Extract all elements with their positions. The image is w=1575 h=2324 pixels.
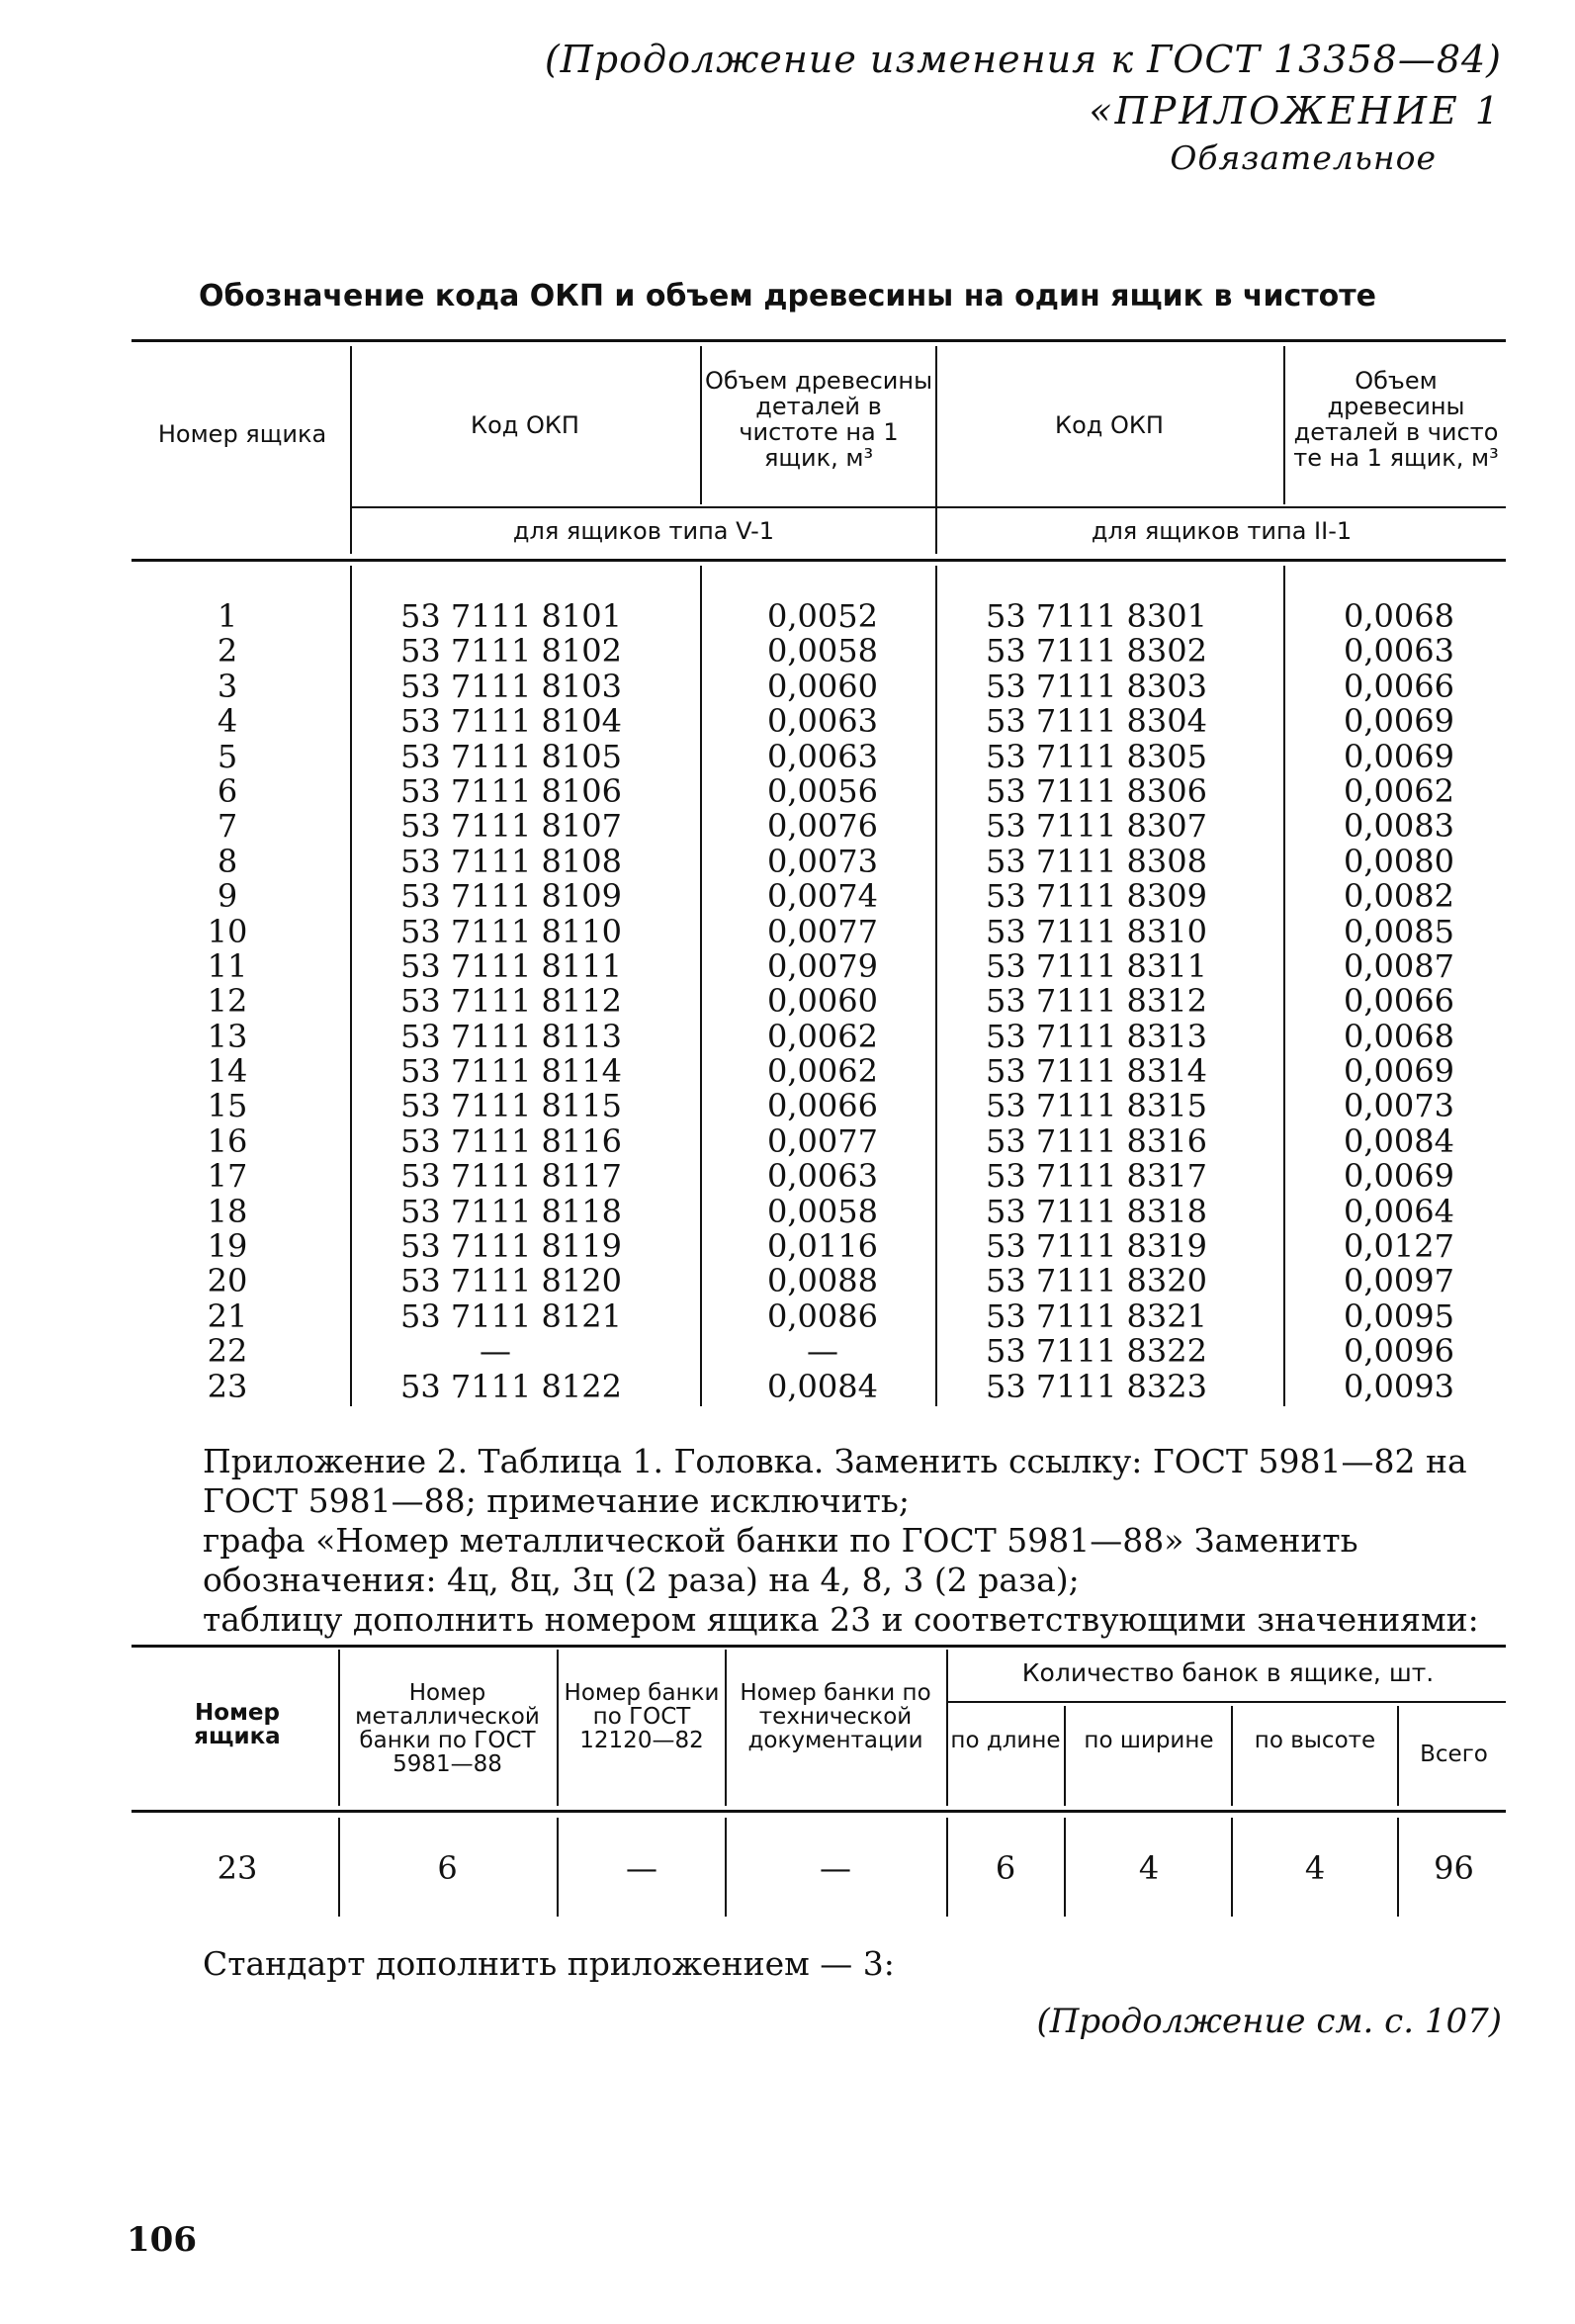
table-cell: 0,0086 (767, 1296, 878, 1335)
table-cell: 0,0095 (1344, 1296, 1454, 1335)
t2-header-can-tech: Номер банки по технической документации (740, 1680, 931, 1753)
t2-value-by-width: 4 (1138, 1849, 1160, 1887)
table-cell: 0,0096 (1344, 1332, 1454, 1371)
table-cell: 9 (217, 877, 238, 916)
table-cell: 0,0087 (1344, 946, 1454, 985)
table-cell: 53 7111 8101 (400, 597, 622, 635)
table-cell: 0,0069 (1344, 702, 1454, 741)
column-box-numbers (148, 599, 306, 1404)
table-cell: 20 (207, 1262, 248, 1300)
header-group-v1: для ящиков типа V-1 (512, 517, 775, 545)
table2-vrule (1231, 1818, 1233, 1917)
table-cell: 53 7111 8102 (400, 632, 622, 670)
table-cell: 53 7111 8302 (986, 632, 1207, 670)
table-cell: 53 7111 8312 (986, 982, 1207, 1021)
table-cell: 53 7111 8117 (400, 1157, 622, 1196)
table-cell: — (807, 1332, 838, 1371)
table-cell: 0,0082 (1344, 877, 1454, 916)
table-cell: 53 7111 8113 (400, 1017, 622, 1055)
table1-vrule (700, 566, 702, 1406)
table-cell: 53 7111 8317 (986, 1157, 1207, 1196)
table-cell: 0,0079 (767, 946, 878, 985)
table-cell: 0,0097 (1344, 1262, 1454, 1300)
table1-vrule (700, 346, 702, 504)
table-cell: 6 (217, 771, 238, 810)
table2-vrule (1397, 1706, 1399, 1806)
t2-header-box-number: Номер ящика (194, 1700, 281, 1749)
t2-header-metal-can: Номер металлической банки по ГОСТ 5981—88 (355, 1680, 540, 1777)
table-cell: 53 7111 8303 (986, 667, 1207, 705)
table2-vrule (338, 1650, 340, 1806)
t2-value-by-length: 6 (995, 1849, 1016, 1887)
table-cell: 53 7111 8304 (986, 702, 1207, 741)
table-cell: 0,0088 (767, 1262, 878, 1300)
table-cell: 0,0066 (1344, 982, 1454, 1021)
table-cell: 7 (217, 807, 238, 846)
table2-vrule (338, 1818, 340, 1917)
table-cell: 5 (217, 737, 238, 775)
table-cell: 0,0069 (1344, 1052, 1454, 1091)
table-cell: 16 (207, 1121, 248, 1160)
table1-vrule (1283, 566, 1285, 1406)
t2-value-can-tech: — (820, 1849, 851, 1887)
table-cell: 53 7111 8104 (400, 702, 622, 741)
table-cell: 53 7111 8112 (400, 982, 622, 1021)
supplement-note: Стандарт дополнить приложением — 3: (203, 1944, 895, 1983)
header-volume-v1: Объем древесины деталей в чистоте на 1 ящик, м³ (704, 367, 933, 472)
continuation-note: (Продолжение изменения к ГОСТ 13358—84) (544, 38, 1502, 81)
table-cell: 0,0068 (1344, 1017, 1454, 1055)
table-cell: 53 7111 8107 (400, 807, 622, 846)
table1-top-rule (131, 339, 1506, 342)
table-cell: 0,0080 (1344, 842, 1454, 880)
t2-header-quantity: Количество банок в ящике, шт. (1021, 1658, 1435, 1687)
table-cell: 8 (217, 842, 238, 880)
table-cell: 13 (207, 1017, 248, 1055)
table2-group-rule (947, 1701, 1506, 1703)
appendix-status: Обязательное (1170, 138, 1437, 177)
paragraph-add-row: таблицу дополнить номером ящика 23 и соответствующими значениями: (203, 1600, 1479, 1639)
table-cell: 10 (207, 912, 248, 950)
page-number: 106 (127, 2220, 197, 2260)
table-cell: 0,0062 (767, 1052, 878, 1091)
table2-header-rule (131, 1810, 1506, 1813)
table-cell: 2 (217, 632, 238, 670)
table-cell: 53 7111 8323 (986, 1367, 1207, 1405)
table1-vrule (935, 566, 937, 1406)
table-cell: 0,0073 (1344, 1087, 1454, 1125)
table-cell: 53 7111 8314 (986, 1052, 1207, 1091)
table1-title: Обозначение кода ОКП и объем древесины на один ящик в чистоте (198, 279, 1377, 313)
header-box-number: Номер ящика (157, 420, 327, 448)
table-cell: 14 (207, 1052, 248, 1091)
table-cell: 53 7111 8310 (986, 912, 1207, 950)
header-group-ii1: для ящиков типа II-1 (1091, 517, 1353, 545)
table-cell: 0,0064 (1344, 1192, 1454, 1230)
table-cell: 0,0073 (767, 842, 878, 880)
table-cell: 53 7111 8110 (400, 912, 622, 950)
table-cell: 12 (207, 982, 248, 1021)
table2-vrule (946, 1650, 948, 1806)
table2-top-rule (131, 1645, 1506, 1648)
table-cell: 53 7111 8115 (400, 1087, 622, 1125)
table-cell: 0,0127 (1344, 1227, 1454, 1266)
table-cell: 53 7111 8307 (986, 807, 1207, 846)
table-cell: 53 7111 8301 (986, 597, 1207, 635)
table-cell: 53 7111 8306 (986, 771, 1207, 810)
table-cell: 53 7111 8121 (400, 1296, 622, 1335)
table-cell: 53 7111 8321 (986, 1296, 1207, 1335)
table-cell: 53 7111 8111 (400, 946, 622, 985)
table-cell: 0,0066 (1344, 667, 1454, 705)
table-cell: 0,0068 (1344, 597, 1454, 635)
table-cell: 0,0063 (767, 1157, 878, 1196)
table-cell: 15 (207, 1087, 248, 1125)
t2-header-by-length: по длине (950, 1728, 1061, 1753)
column-codes-ii1 (986, 599, 1207, 1404)
table-cell: 53 7111 8109 (400, 877, 622, 916)
table-cell: 53 7111 8119 (400, 1227, 622, 1266)
table2-vrule (946, 1818, 948, 1917)
table-cell: 53 7111 8313 (986, 1017, 1207, 1055)
table-cell: 19 (207, 1227, 248, 1266)
table2-vrule (725, 1650, 727, 1806)
t2-header-by-width: по ширине (1084, 1728, 1214, 1753)
table-cell: 53 7111 8116 (400, 1121, 622, 1160)
table-cell: 53 7111 8320 (986, 1262, 1207, 1300)
paragraph-replace-reference: Приложение 2. Таблица 1. Головка. Заменить ссылку: ГОСТ 5981—82 на ГОСТ 5981—88; примечание исключить; (203, 1442, 1467, 1520)
table-cell: 53 7111 8105 (400, 737, 622, 775)
table-cell: 0,0062 (767, 1017, 878, 1055)
table-cell: 0,0069 (1344, 737, 1454, 775)
table1-group-rule (351, 506, 1506, 508)
table2-vrule (1064, 1706, 1066, 1806)
table-cell: 53 7111 8106 (400, 771, 622, 810)
t2-header-can-12120: Номер банки по ГОСТ 12120—82 (564, 1680, 720, 1753)
table-cell: 53 7111 8322 (986, 1332, 1207, 1371)
table-cell: 0,0060 (767, 982, 878, 1021)
table2-vrule (725, 1818, 727, 1917)
table-cell: 1 (217, 597, 238, 635)
table2-vrule (1231, 1706, 1233, 1806)
table-cell: 53 7111 8103 (400, 667, 622, 705)
header-volume-ii1: Объем древесины деталей в чисто те на 1 ящик, м³ (1293, 367, 1499, 472)
table2-vrule (557, 1818, 559, 1917)
table-cell: 53 7111 8118 (400, 1192, 622, 1230)
table-cell: 53 7111 8120 (400, 1262, 622, 1300)
table-cell: 0,0060 (767, 667, 878, 705)
table-cell: 22 (207, 1332, 248, 1371)
table-cell: 53 7111 8305 (986, 737, 1207, 775)
table-cell: 53 7111 8318 (986, 1192, 1207, 1230)
table2-vrule (1064, 1818, 1066, 1917)
table-cell: 53 7111 8311 (986, 946, 1207, 985)
table-cell: 0,0076 (767, 807, 878, 846)
table-cell: 53 7111 8315 (986, 1087, 1207, 1125)
table-cell: 0,0084 (767, 1367, 878, 1405)
table-cell: 3 (217, 667, 238, 705)
table-cell: 0,0052 (767, 597, 878, 635)
column-volumes-ii1 (1320, 599, 1478, 1404)
table-cell: 0,0069 (1344, 1157, 1454, 1196)
table-cell: 0,0063 (1344, 632, 1454, 670)
table1-vrule (1283, 346, 1285, 504)
table-cell: 0,0058 (767, 1192, 878, 1230)
table-cell: 53 7111 8319 (986, 1227, 1207, 1266)
table-cell: 18 (207, 1192, 248, 1230)
t2-header-by-height: по высоте (1254, 1728, 1376, 1753)
table-cell: 0,0074 (767, 877, 878, 916)
t2-value-by-height: 4 (1304, 1849, 1326, 1887)
table1-header-rule (131, 559, 1506, 562)
table-cell: 0,0063 (767, 737, 878, 775)
table-cell: 0,0062 (1344, 771, 1454, 810)
table-cell: 53 7111 8122 (400, 1367, 622, 1405)
table2-vrule (557, 1650, 559, 1806)
table2-vrule (1397, 1818, 1399, 1917)
table-cell: 0,0093 (1344, 1367, 1454, 1405)
table-cell: 23 (207, 1367, 248, 1405)
table-cell: 53 7111 8309 (986, 877, 1207, 916)
table-cell: 0,0077 (767, 1121, 878, 1160)
table-cell: 21 (207, 1296, 248, 1335)
table-cell: 53 7111 8108 (400, 842, 622, 880)
table-cell: 0,0083 (1344, 807, 1454, 846)
table1-vrule (350, 566, 352, 1406)
header-okp-code: Код ОКП (471, 411, 579, 439)
paragraph-column-notation: графа «Номер металлической банки по ГОСТ 5981—88» Заменить обозначения: 4ц, 8ц, 3ц (2 раза) на 4, 8, 3 (2 раза); (203, 1521, 1358, 1599)
column-codes-v1 (400, 599, 622, 1404)
t2-value-metal-can: 6 (437, 1849, 458, 1887)
table-cell: 0,0085 (1344, 912, 1454, 950)
table-cell: 53 7111 8114 (400, 1052, 622, 1091)
table-cell: 0,0084 (1344, 1121, 1454, 1160)
table-cell: 0,0066 (767, 1087, 878, 1125)
table-cell: 4 (217, 702, 238, 741)
table-cell: 0,0063 (767, 702, 878, 741)
table-cell: 0,0116 (767, 1227, 878, 1266)
table-cell: 0,0077 (767, 912, 878, 950)
appendix-title: «ПРИЛОЖЕНИЕ 1 (1089, 89, 1502, 133)
table-cell: 0,0058 (767, 632, 878, 670)
header-okp-code-2: Код ОКП (1055, 411, 1164, 439)
table-cell: 0,0056 (767, 771, 878, 810)
column-volumes-v1 (744, 599, 902, 1404)
table-cell: — (480, 1332, 511, 1371)
continued-note: (Продолжение см. с. 107) (1036, 2002, 1502, 2041)
table-cell: 53 7111 8316 (986, 1121, 1207, 1160)
t2-header-total: Всего (1420, 1742, 1488, 1767)
t2-value-can-12120: — (626, 1849, 657, 1887)
table-cell: 17 (207, 1157, 248, 1196)
t2-value-box-number: 23 (217, 1849, 258, 1887)
t2-value-total: 96 (1434, 1849, 1474, 1887)
table-cell: 53 7111 8308 (986, 842, 1207, 880)
table-cell: 11 (207, 946, 248, 985)
